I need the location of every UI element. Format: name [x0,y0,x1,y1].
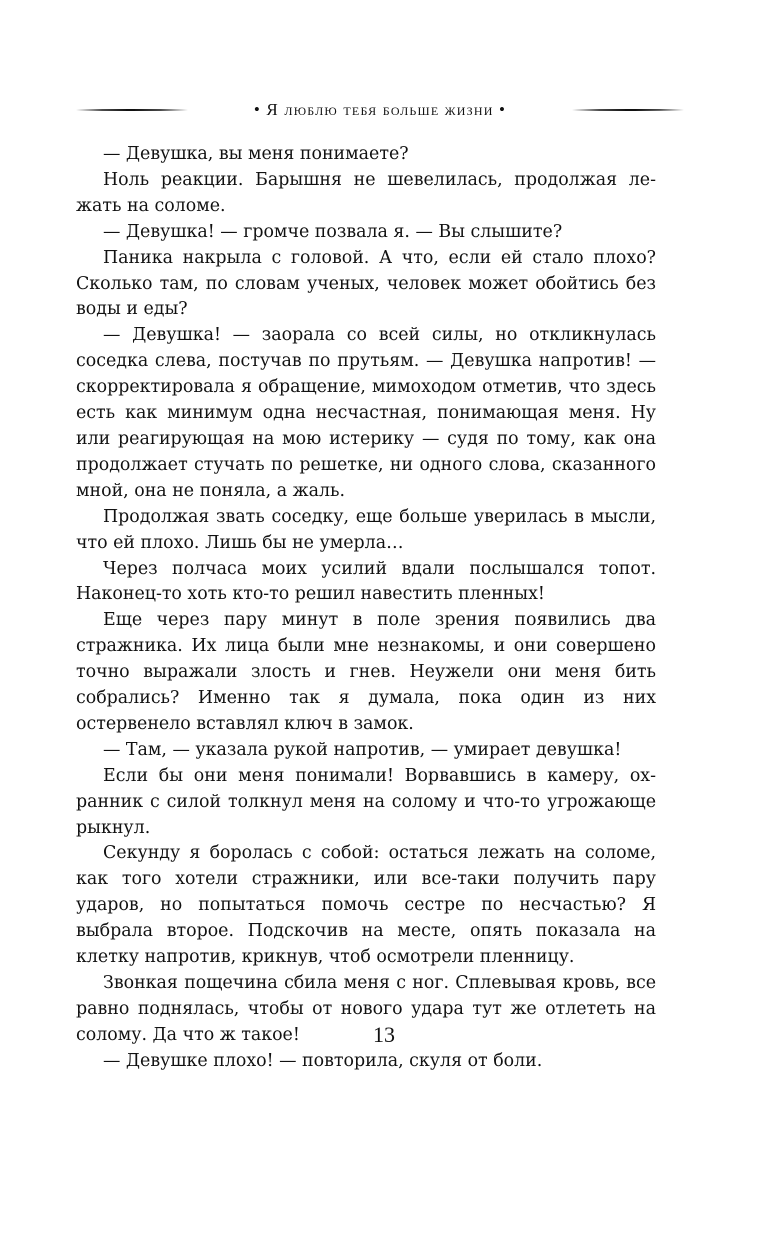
paragraph: — Там, — указала рукой напротив, — умирает девушка! [103,739,622,760]
paragraph: — Девушка! — громче позвала я. — Вы слышите? [103,221,563,242]
paragraph: Через полчаса моих усилий вдали послышался топот. Наконец-то хоть кто-то решил навестить пленных! [76,558,656,605]
paragraph: — Девушка, вы меня понимаете? [103,144,409,164]
paragraph: — Девушка! — заорала со всей силы, но откликнулась соседка слева, постучав по прутьям. — Девушка напротив! — скорректировала я обращение, мимоходом отметив, что здесь есть как минимум одна несчастная, понимающая меня. Ну или реагирующая на мою истерику — судя по тому, как она продолжает стучать по решетке, ни одного слова, сказанного мной, она не поняла, а жаль. [76,325,656,501]
paragraph: Продолжая звать соседку, еще больше уверилась в мысли, что ей плохо. Лишь бы не умерла… [76,506,656,553]
body-text [76,142,656,1075]
running-header [74,98,686,122]
paragraph: Если бы они меня понимали! Ворвавшись в камеру, охранник с силой толкнул меня на солому и что-то угрожающе рыкнул. [76,765,656,838]
paragraph: Еще через пару минут в поле зрения появились два стражника. Их лица были мне незнакомы, и они совершено точно выражали злость и гнев. Неужели они меня бить собрались? Именно так я думала, пока один из них остервенело вставлял ключ в замок. [76,610,656,734]
paragraph: Паника накрыла с головой. А что, если ей стало плохо? Сколько там, по словам ученых, человек может обойтись без воды и еды? [76,247,656,320]
paragraph: — Девушке плохо! — повторила, скуля от боли. [103,1050,543,1071]
running-title: • Я люблю тебя больше жизни • [253,100,507,119]
paragraph: Звонкая пощечина сбила меня с ног. Сплевывая кровь, все равно поднялась, чтобы от нового удара тут же отлететь на солому. Да что ж такое! [76,973,656,1045]
page-number: 13 [373,1022,395,1047]
paragraph: Ноль реакции. Барышня не шевелилась, продолжая лежать на соломе. [76,169,656,216]
paragraph: Секунду я боролась с собой: остаться лежать на соломе, как того хотели стражники, или все-таки получить пару ударов, но попытаться помочь сестре по несчастью? Я выбрала второе. Подскочив на месте, опять показала на клетку напротив, крикнув, чтоб осмотрели пленницу. [76,843,656,968]
